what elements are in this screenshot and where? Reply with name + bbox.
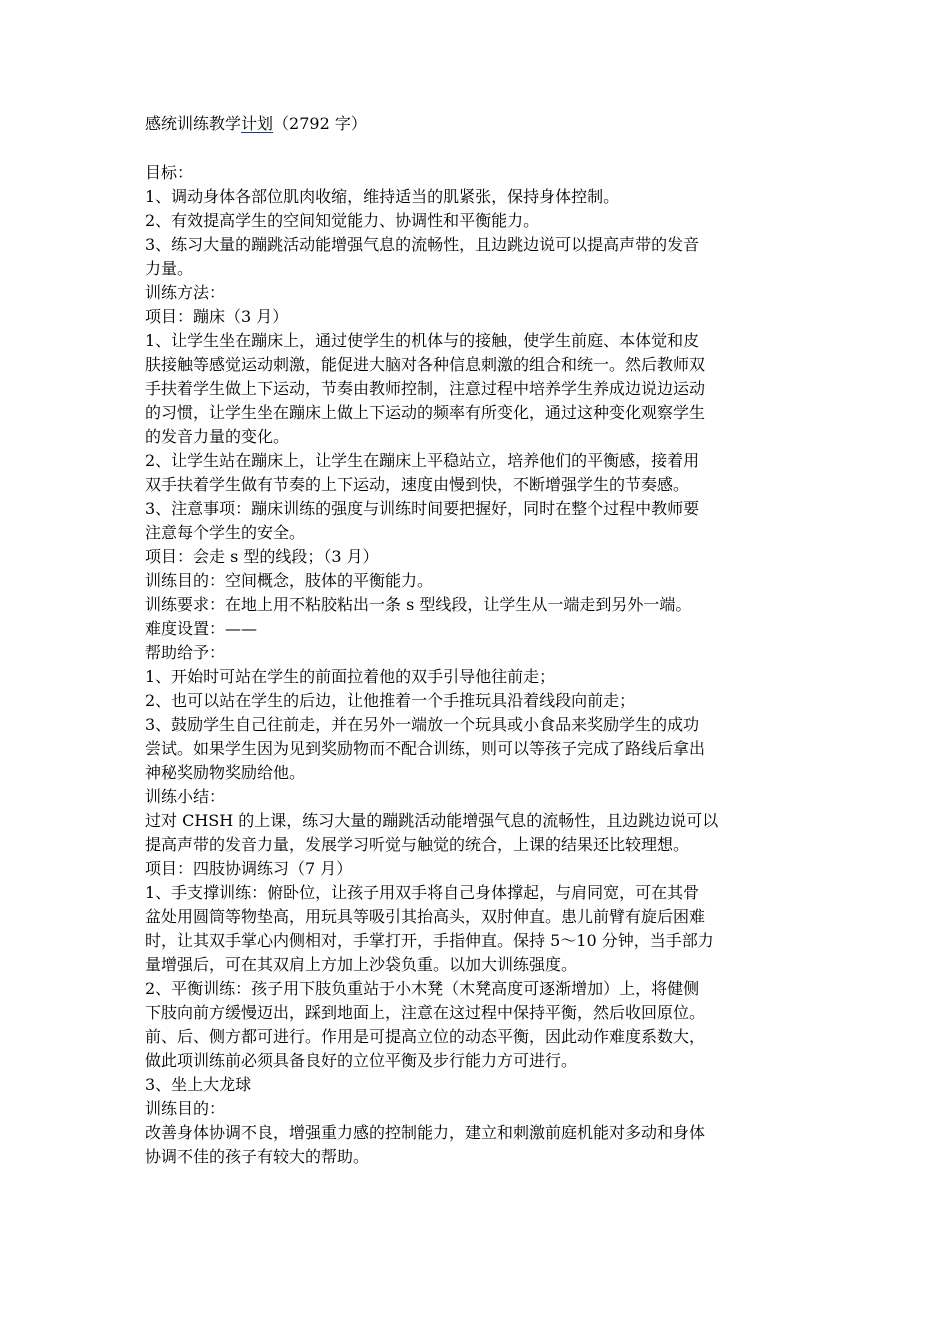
text-line: 1、手支撑训练：俯卧位，让孩子用双手将自己身体撑起，与肩同宽，可在其骨 <box>145 883 700 902</box>
text-line: 训练方法： <box>145 283 226 302</box>
text-line: 3、练习大量的蹦跳活动能增强气息的流畅性，且边跳边说可以提高声带的发音 <box>145 235 700 254</box>
text-line: 目标： <box>145 163 194 182</box>
text-line: 盆处用圆筒等物垫高，用玩具等吸引其抬高头，双肘伸直。患儿前臂有旋后困难 <box>145 907 706 926</box>
document-body <box>145 161 825 1169</box>
document-title <box>145 113 825 135</box>
text-line: 前、后、侧方都可进行。作用是可提高立位的动态平衡，因此动作难度系数大， <box>145 1027 706 1046</box>
text-line: 手扶着学生做上下运动，节奏由教师控制，注意过程中培养学生养成边说边运动 <box>145 379 706 398</box>
title-spacer <box>145 135 825 161</box>
text-line: 帮助给予： <box>145 643 226 662</box>
text-line: 1、让学生坐在蹦床上，通过使学生的机体与的接触，使学生前庭、本体觉和皮 <box>145 331 700 350</box>
text-line: 1、开始时可站在学生的前面拉着他的双手引导他往前走； <box>145 667 556 686</box>
text-line: 难度设置：—— <box>145 619 258 638</box>
text-line: 2、让学生站在蹦床上，让学生在蹦床上平稳站立，培养他们的平衡感，接着用 <box>145 451 700 470</box>
text-line: 2、也可以站在学生的后边，让他推着一个手推玩具沿着线段向前走； <box>145 691 636 710</box>
text-line: 训练目的： <box>145 1099 226 1118</box>
text-line: 3、鼓励学生自己往前走，并在另外一端放一个玩具或小食品来奖励学生的成功 <box>145 715 700 734</box>
text-line: 项目：会走 s 型的线段；（3 月） <box>145 547 379 566</box>
text-line: 3、坐上大龙球 <box>145 1075 252 1094</box>
text-line: 力量。 <box>145 259 194 278</box>
text-line: 训练要求：在地上用不粘胶粘出一条 s 型线段，让学生从一端走到另外一端。 <box>145 595 692 614</box>
text-line: 神秘奖励物奖励给他。 <box>145 763 306 782</box>
text-line: 训练小结： <box>145 787 226 806</box>
title-link[interactable]: 计划 <box>241 114 274 133</box>
text-line: 下肢向前方缓慢迈出，踩到地面上，注意在这过程中保持平衡，然后收回原位。 <box>145 1003 706 1022</box>
text-line: 时，让其双手掌心内侧相对，手掌打开，手指伸直。保持 5～10 分钟，当手部力 <box>145 931 714 950</box>
text-line: 的习惯，让学生坐在蹦床上做上下运动的频率有所变化，通过这种变化观察学生 <box>145 403 706 422</box>
text-line: 改善身体协调不良，增强重力感的控制能力，建立和刺激前庭机能对多动和身体 <box>145 1123 706 1142</box>
text-line: 做此项训练前必须具备良好的立位平衡及步行能力方可进行。 <box>145 1051 578 1070</box>
text-line: 双手扶着学生做有节奏的上下运动，速度由慢到快，不断增强学生的节奏感。 <box>145 475 690 494</box>
title-prefix: 感统训练教学 <box>145 114 242 133</box>
document-page <box>145 113 825 1169</box>
text-line: 提高声带的发音力量，发展学习听觉与触觉的统合，上课的结果还比较理想。 <box>145 835 690 854</box>
text-line: 协调不佳的孩子有较大的帮助。 <box>145 1147 370 1166</box>
text-line: 2、有效提高学生的空间知觉能力、协调性和平衡能力。 <box>145 211 540 230</box>
text-line: 3、注意事项：蹦床训练的强度与训练时间要把握好，同时在整个过程中教师要 <box>145 499 700 518</box>
text-line: 量增强后，可在其双肩上方加上沙袋负重。以加大训练强度。 <box>145 955 578 974</box>
text-line: 肤接触等感觉运动刺激，能促进大脑对各种信息刺激的组合和统一。然后教师双 <box>145 355 706 374</box>
text-line: 训练目的：空间概念，肢体的平衡能力。 <box>145 571 434 590</box>
text-line: 1、调动身体各部位肌肉收缩，维持适当的肌紧张，保持身体控制。 <box>145 187 620 206</box>
text-line: 过对 CHSH 的上课，练习大量的蹦跳活动能增强气息的流畅性，且边跳边说可以 <box>145 811 719 830</box>
text-line: 注意每个学生的安全。 <box>145 523 306 542</box>
text-line: 的发音力量的变化。 <box>145 427 290 446</box>
text-line: 项目：四肢协调练习（7 月） <box>145 859 353 878</box>
text-line: 尝试。如果学生因为见到奖励物而不配合训练，则可以等孩子完成了路线后拿出 <box>145 739 706 758</box>
title-suffix: （2792 字） <box>273 114 367 133</box>
text-line: 2、平衡训练：孩子用下肢负重站于小木凳（木凳高度可逐渐增加）上，将健侧 <box>145 979 700 998</box>
text-line: 项目：蹦床（3 月） <box>145 307 289 326</box>
